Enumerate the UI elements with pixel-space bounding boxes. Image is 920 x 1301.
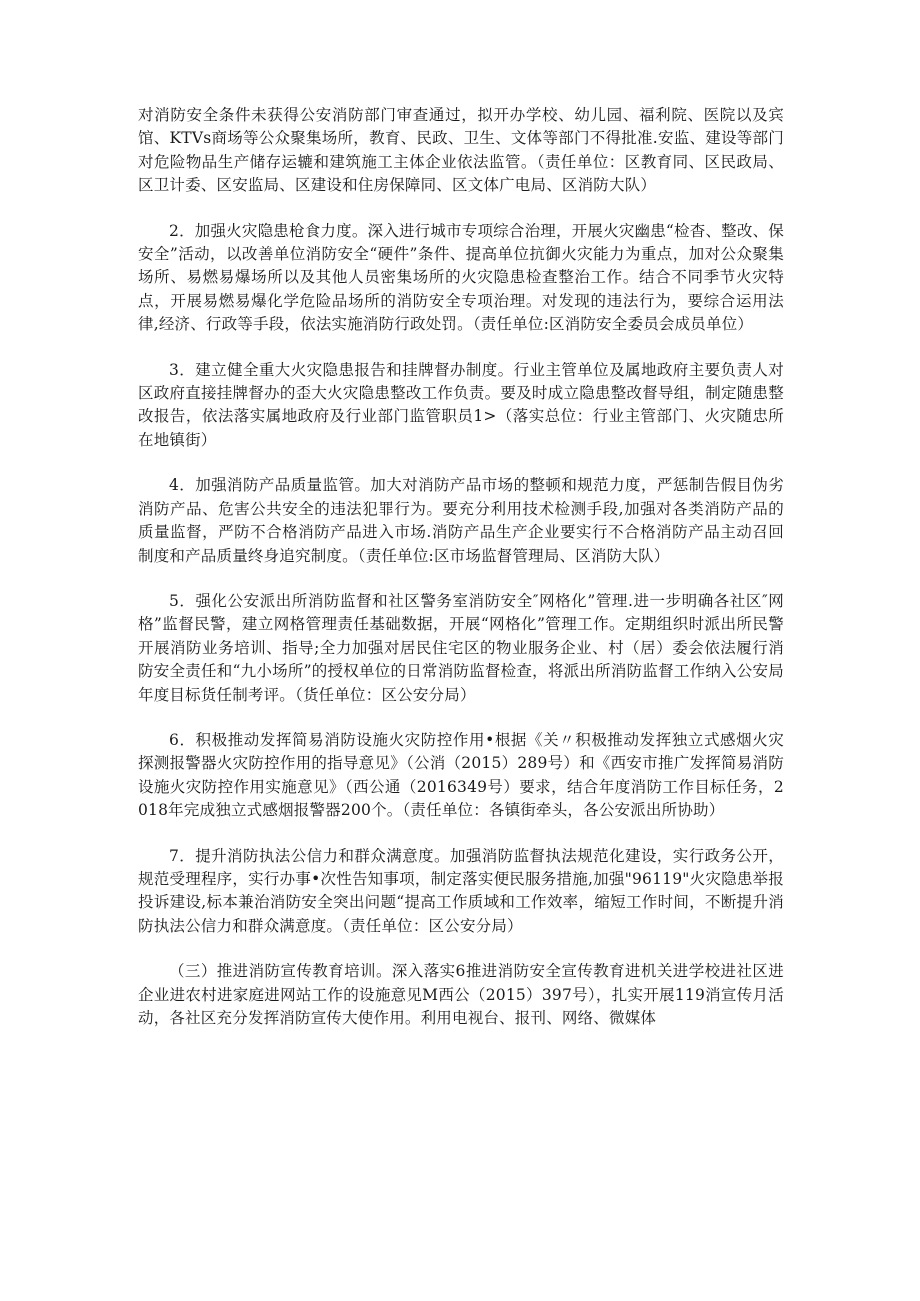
paragraph-item-3: 3．建立健全重大火灾隐患报告和挂牌督办制度。行业主管单位及属地政府主要负责人对区政府直接挂牌督办的歪大火灾隐患整改工作负责。要及时成立隐患整改督导组，制定随患整改报告，依法落实属地政府及行业部门监管职员1>（落实总位：行业主管部门、火灾随忠所在地镇街） <box>138 360 784 449</box>
paragraph-item-6: 6．积极推动发挥简易消防设施火灾防控作用•根据《关〃积极推动发挥独立式感烟火灾探测报警器火灾防控作用的指导意见》（公消（2015）289号）和《西安市推广发挥简易消防设施火灾防控作用实施意见》（西公通（2016349号）要求，结合年度消防工作目标任务，2018年完成独立式感烟报警器200个。（责任单位：各镇街牵头，各公安派出所协助） <box>138 730 784 820</box>
paragraph-item-7: 7．提升消防执法公信力和群众满意度。加强消防监督执法规范化建设，实行政务公开，规范受理程序，实行办事•次性告知事项，制定落实便民服务措施,加强"96119"火灾隐患举报投诉建设,标本兼治消防安全突出问题“提高工作质域和工作效率，缩短工作时间，不断提升消防执法公信力和群众满意度。（责任单位：区公安分局） <box>138 846 784 935</box>
paragraph-continuation: 对消防安全条件未获得公安消防部门审查通过，拟开办学校、幼儿园、福利院、医院以及宾馆、KTVs商场等公众聚集场所，教育、民政、卫生、文体等部门不得批准.安监、建设等部门对危险物品生产储存运辘和建筑施工主体企业依法监管。（责任单位：区教育同、区民政局、区卫计委、区安监局、区建设和住房保障同、区文体广电局、区消防大队） <box>138 106 784 195</box>
paragraph-gap <box>138 568 784 590</box>
paragraph-item-4: 4．加强消防产品质量监管。加大对消防产品市场的整顿和规范力度，严惩制告假目伪劣消防产品、危害公共安全的违法犯罪行为。要充分利用技术检测手段,加强对各类消防产品的质量监督，严防不合格消防产品进入市场.消防产品生产企业要实行不合格消防产品主动召回制度和产品质量终身追究制度。（责任单位:区市场监督管理局、区消防大队） <box>138 476 784 565</box>
paragraph-gap <box>138 452 784 474</box>
section-3-heading-paragraph: （三）推进消防宣传教育培训。深入落实6推进消防安全宣传教育进机关进学校进社区进企业进农村进家庭进网站工作的设施意见M西公（2015）397号），扎实开展119消宣传月活动，各社区充分发挥消防宣传大使作用。利用电视台、报刊、网络、微媒体 <box>138 962 784 1027</box>
paragraph-item-5: 5．强化公安派出所消防监督和社区警务室消防安全″网格化”管理.进一步明确各社区″网格”监督民警，建立网格管理责任基础数据，开展“网格化”管理工作。定期组织时派出所民警开展消防业务培训、指导;全力加强对居民住宅区的物业服务企业、村（居）委会依法履行消防安全责任和“九小场所”的授权单位的日常消防监督检查，将派出所消防监督工作纳入公安局年度目标货任制考评。（货任单位：区公安分局） <box>138 591 784 704</box>
paragraph-gap <box>138 198 784 220</box>
document-page <box>138 104 784 1030</box>
paragraph-item-2: 2．加强火灾隐患枪食力度。深入进行城市专项综合治理，开展火灾幽患“检杳、整改、保安全”活动，以改善单位消防安全“硬件”条件、提高单位抗御火灾能力为重点，加对公众聚集场所、易燃易爆场所以及其他人员密集场所的火灾隐患检查整治工作。结合不同季节火灾特点，开展易燃易爆化学危险品场所的消防安全专项治理。对发现的违法行为，要综合运用法律,经济、行政等手段，依法实施消防行政处罚。（责任单位:区消防安全委员会成员单位） <box>138 221 784 334</box>
paragraph-gap <box>138 707 784 729</box>
paragraph-gap <box>138 823 784 845</box>
paragraph-gap <box>138 337 784 359</box>
paragraph-gap <box>138 938 784 960</box>
